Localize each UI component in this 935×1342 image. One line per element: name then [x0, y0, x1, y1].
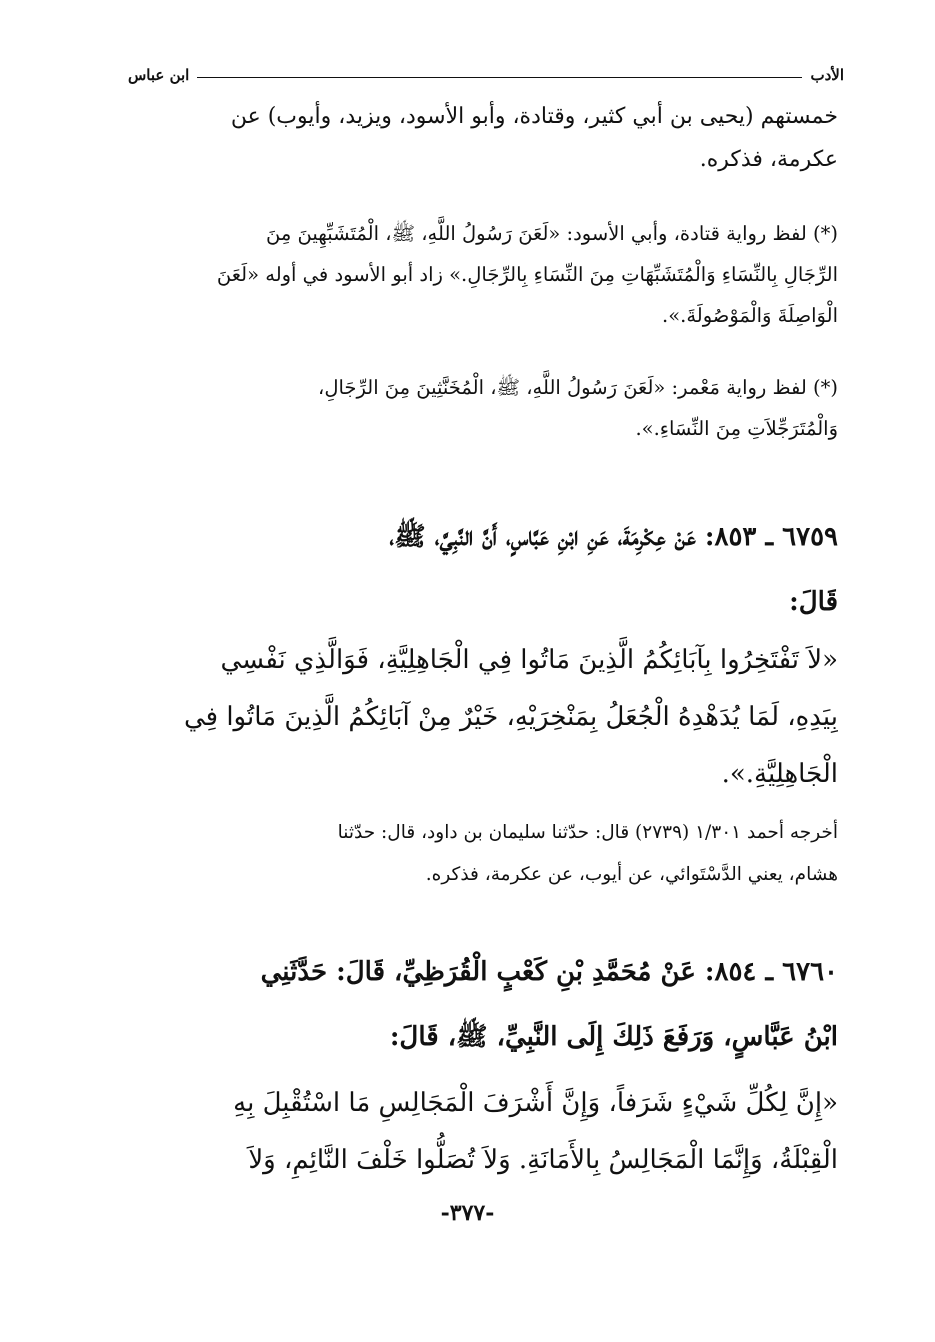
text-line: الْجَاهِلِيَّةِ.». [721, 759, 838, 789]
text-line: الْوَاصِلَةَ وَالْمَوْصُولَةَ.». [662, 304, 838, 327]
hadith-853-text [130, 632, 838, 803]
text-line: ٦٧٦٠ ـ ٨٥٤: عَنْ مُحَمَّدِ بْنِ كَعْبٍ الْقُرَظِيِّ، قَالَ: حَدَّثَنِي [260, 957, 838, 987]
header-narrator: ابن عباس [128, 66, 190, 84]
hadith-853-heading [130, 505, 838, 635]
text-line: بِيَدِهِ، لَمَا يُدَهْدِهُ الْجُعَلُ بِمَنْخِرَيْهِ، خَيْرٌ مِنْ آبَائِكُمُ الَّذِينَ مَاتُوا فِي [183, 702, 838, 732]
text-line: خمستهم (يحيى بن أبي كثير، وقتادة، وأبو الأسود، ويزيد، وأيوب) عن [230, 104, 838, 129]
note-qatada [130, 213, 838, 336]
text-line: «إِنَّ لِكُلِّ شَيْءٍ شَرَفاً، وَإِنَّ أَشْرَفَ الْمَجَالِسِ مَا اسْتُقْبِلَ بِهِ [233, 1088, 838, 1118]
text-line: ٦٧٥٩ ـ ٨٥٣: عَنْ عِكْرِمَةَ، عَنِ ابْنِ عَبَّاسٍ، أَنَّ النَّبِيَّ، ﷺ، [389, 522, 838, 552]
text-line: هشام، يعني الدَّسْتَوائي، عن أيوب، عن عكرمة، فذكره. [425, 864, 838, 885]
intro-paragraph [130, 95, 838, 181]
text-line: الرِّجَالِ بِالنِّسَاءِ وَالْمُتَشَبِّهَاتِ مِنَ النِّسَاءِ بِالرِّجَالِ.» زاد أبو الأسود في أوله «لَعَنَ [216, 263, 838, 286]
text-line: ابْنُ عَبَّاسٍ، وَرَفَعَ ذَلِكَ إِلَى النَّبِيِّ، ﷺ، قَالَ: [389, 1022, 838, 1052]
hadith-854-heading [130, 940, 838, 1070]
running-header [128, 58, 844, 84]
text-line: «لاَ تَفْتَخِرُوا بِآبَائِكُمُ الَّذِينَ مَاتُوا فِي الْجَاهِلِيَّةِ، فَوَالَّذِي نَفْسِي [220, 645, 838, 675]
page-number: -٣٧٧- [440, 1200, 495, 1226]
text-line: أخرجه أحمد ١/٣٠١ (٢٧٣٩) قال: حدّثنا سليمان بن داود، قال: حدّثنا [337, 822, 838, 843]
text-line: وَالْمُتَرَجِّلاَتِ مِنَ النِّسَاءِ.». [635, 417, 838, 440]
hadith-854-text [130, 1075, 838, 1189]
text-line: (*) لفظ رواية مَعْمر: «لَعَنَ رَسُولُ اللَّهِ، ﷺ، الْمُخَنَّثِينَ مِنَ الرِّجَالِ، [318, 376, 838, 399]
text-line: الْقِبْلَةُ، وَإِنَّمَا الْمَجَالِسُ بِالأَمَانَةِ. وَلاَ تُصَلُّوا خَلْفَ النَّائِمِ، وَلاَ [248, 1145, 838, 1175]
header-rule [197, 77, 802, 78]
text-line: (*) لفظ رواية قتادة، وأبي الأسود: «لَعَنَ رَسُولُ اللَّهِ، ﷺ، الْمُتَشَبِّهِينَ مِنَ [266, 222, 838, 245]
text-line: عكرمة، فذكره. [699, 147, 838, 172]
header-section-title: الأدب [810, 66, 844, 84]
hadith-853-takhrij [130, 812, 838, 896]
text-line: قَالَ: [789, 587, 838, 617]
note-mamar [130, 367, 838, 449]
